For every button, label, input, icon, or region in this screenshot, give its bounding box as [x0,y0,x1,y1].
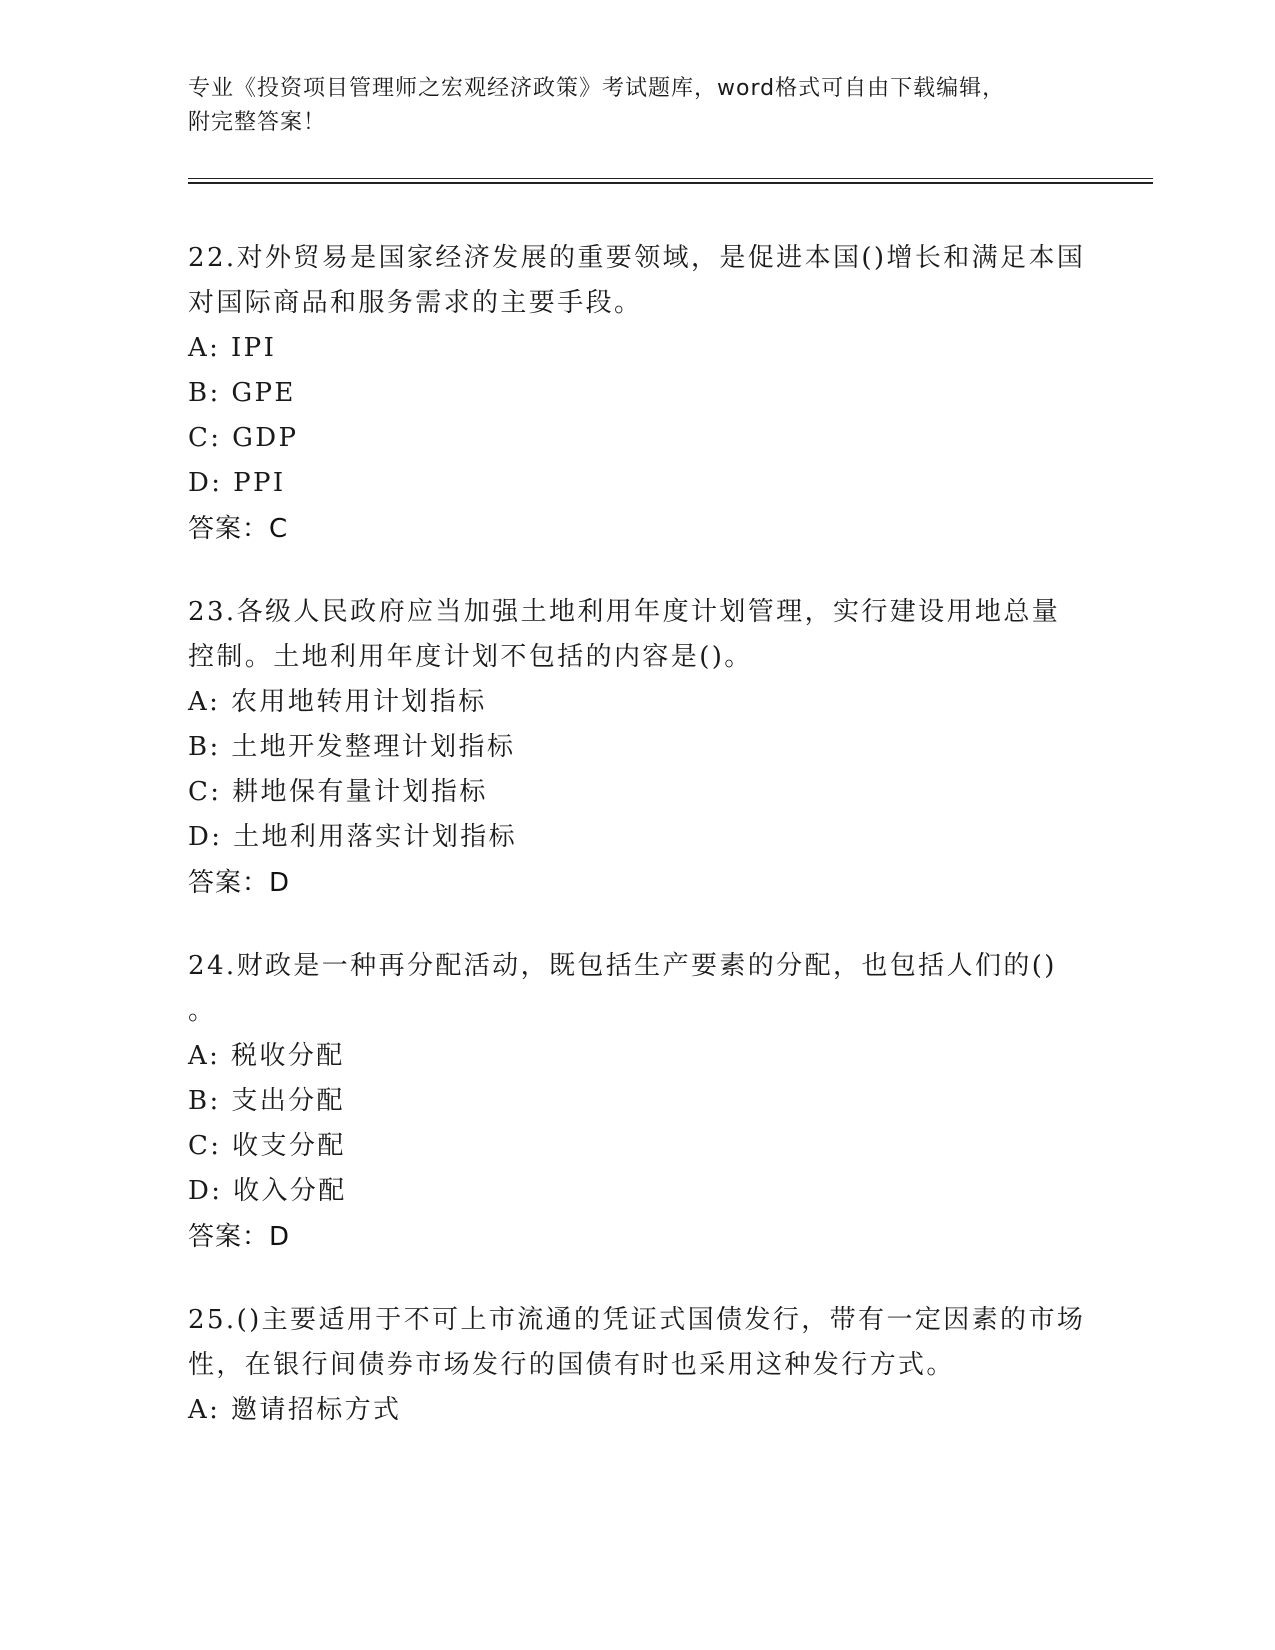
option-d [188,1169,1088,1214]
header-line-2: 附完整答案！ [188,110,327,135]
answer-line: 答案：C [188,514,289,544]
question-text [188,590,1088,680]
option-text: 土地利用落实计划指标 [233,822,518,852]
header-line-1: 专业《投资项目管理师之宏观经济政策》考试题库，word格式可自由下载编辑， [188,76,1006,101]
option-a [188,680,1088,725]
option-label: A: [188,1395,221,1425]
option-text: IPI [231,333,277,363]
header-divider-thick [188,182,1153,184]
option-text: PPI [233,468,286,498]
question-25 [188,1298,1088,1433]
option-c [188,416,1088,461]
question-text-continuation: 。 [188,996,217,1026]
option-label: D: [188,1176,223,1206]
option-label: B: [188,378,221,408]
question-22 [188,236,1088,552]
option-text: 税收分配 [231,1041,345,1071]
question-text [188,944,1088,989]
option-text: 邀请招标方式 [231,1395,402,1425]
question-number: 22. [188,243,237,273]
question-list [188,236,1088,1471]
option-c [188,1124,1088,1169]
option-b [188,1079,1088,1124]
question-stem: 各级人民政府应当加强土地利用年度计划管理，实行建设用地总量控制。土地利用年度计划不包括的内容是()。 [188,597,1061,672]
option-label: B: [188,1086,221,1116]
option-label: C: [188,1131,222,1161]
option-label: C: [188,777,222,807]
question-number: 23. [188,597,237,627]
option-text: GPE [231,378,296,408]
option-text: 耕地保有量计划指标 [232,777,488,807]
option-a [188,1034,1088,1079]
question-stem: ()主要适用于不可上市流通的凭证式国债发行，带有一定因素的市场性，在银行间债券市场发行的国债有时也采用这种发行方式。 [188,1305,1086,1380]
option-text: 农用地转用计划指标 [231,687,487,717]
question-text [188,236,1088,326]
option-a [188,1388,1088,1433]
question-23 [188,590,1088,906]
option-d [188,461,1088,506]
option-d [188,815,1088,860]
option-b [188,725,1088,770]
option-text: GDP [232,423,299,453]
question-text [188,1298,1088,1388]
answer-line: 答案：D [188,1222,291,1252]
option-text: 支出分配 [231,1086,345,1116]
question-stem: 财政是一种再分配活动，既包括生产要素的分配，也包括人们的() [236,951,1057,981]
option-text: 收支分配 [232,1131,346,1161]
document-header [188,72,1068,140]
option-c [188,770,1088,815]
option-label: D: [188,468,223,498]
option-label: A: [188,687,221,717]
header-divider-thin [188,178,1153,179]
option-label: A: [188,333,221,363]
option-b [188,371,1088,416]
option-label: C: [188,423,222,453]
question-number: 24. [188,951,237,981]
option-label: D: [188,822,223,852]
answer-line: 答案：D [188,868,291,898]
question-number: 25. [188,1305,237,1335]
option-label: A: [188,1041,221,1071]
option-label: B: [188,732,221,762]
question-stem: 对外贸易是国家经济发展的重要领域，是促进本国()增长和满足本国对国际商品和服务需求的主要手段。 [188,243,1086,318]
option-text: 收入分配 [233,1176,347,1206]
option-a [188,326,1088,371]
option-text: 土地开发整理计划指标 [231,732,516,762]
question-24 [188,944,1088,1260]
